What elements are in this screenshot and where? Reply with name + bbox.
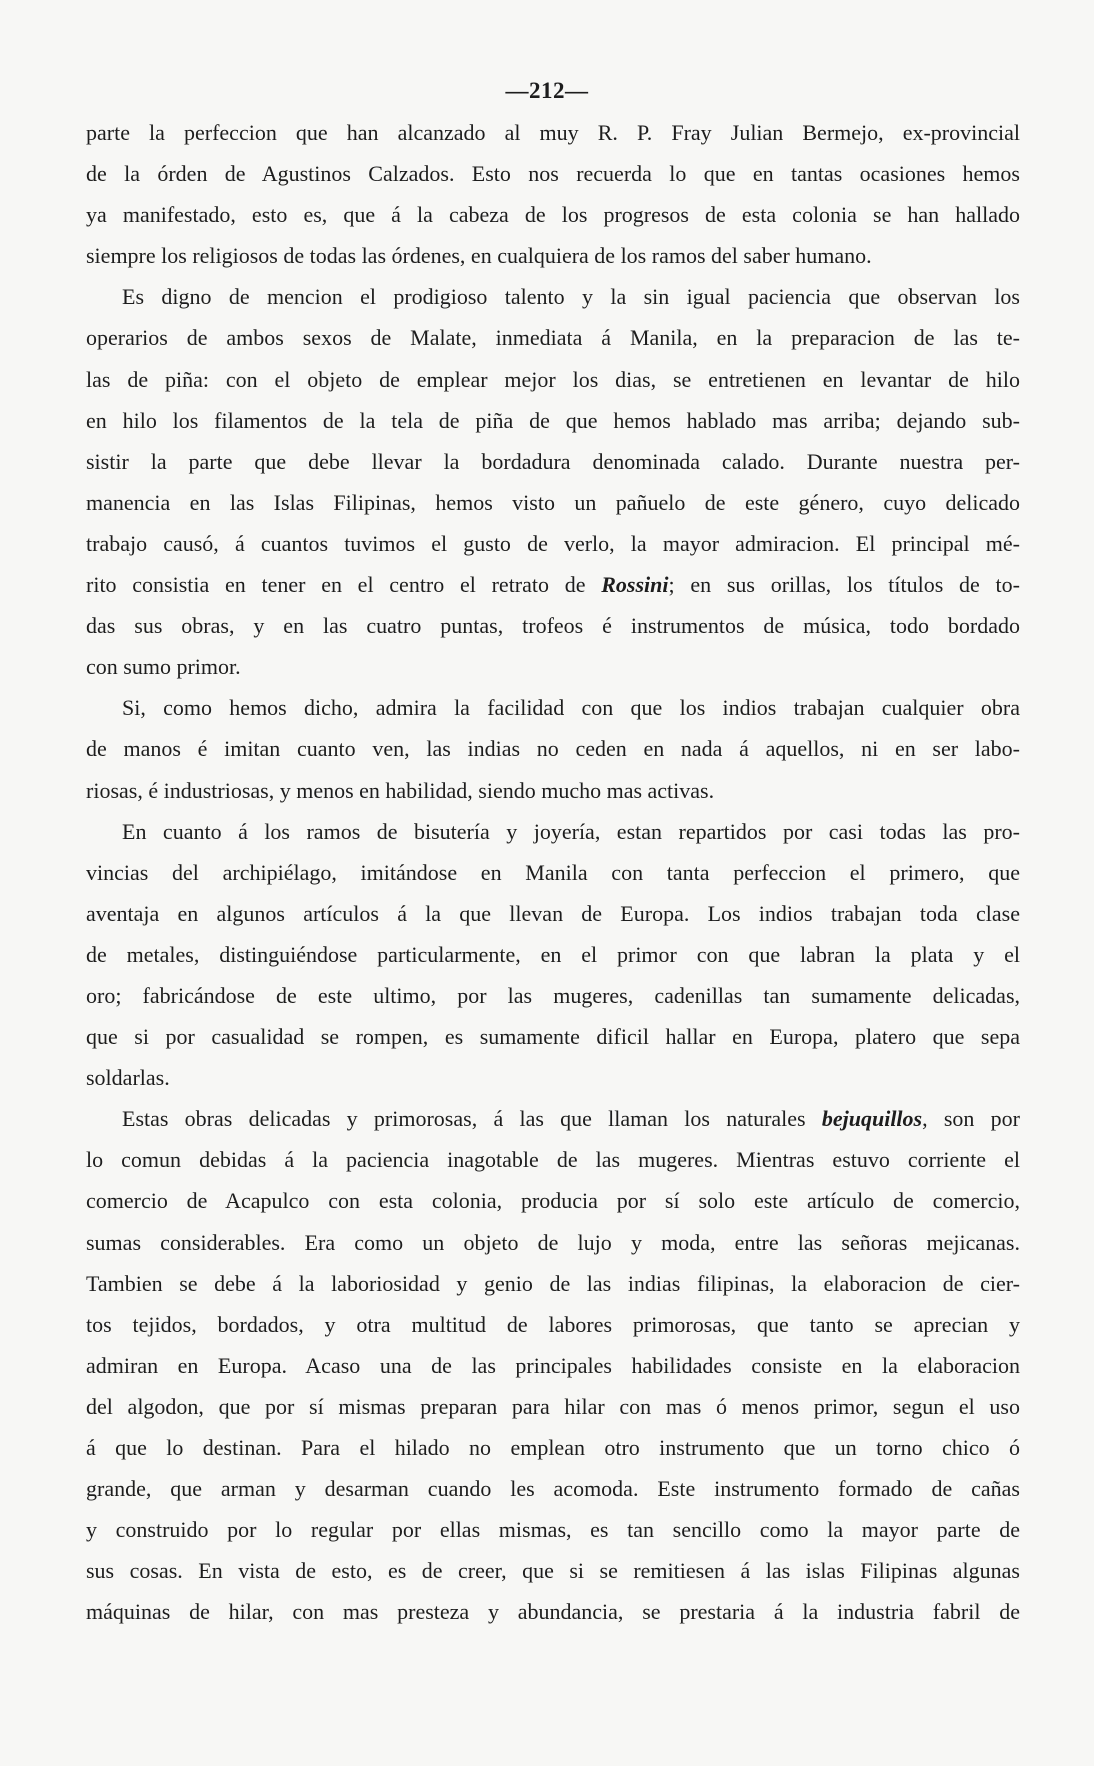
body-text bbox=[86, 112, 1020, 1632]
text-line: trabajo causó, á cuantos tuvimos el gusto de verlo, la mayor admiracion. El principal mé- bbox=[86, 530, 1020, 556]
text-line: sumas considerables. Era como un objeto de lujo y moda, entre las señoras mejicanas. bbox=[86, 1229, 1020, 1255]
text-line: parte la perfeccion que han alcanzado al muy R. P. Fray Julian Bermejo, ex-provincial bbox=[86, 120, 1020, 145]
text-line: á que lo destinan. Para el hilado no emplean otro instrumento que un torno chico ó bbox=[86, 1435, 1020, 1460]
text-line: Estas obras delicadas y primorosas, á las que llaman los naturales bejuquillos, son por bbox=[122, 1106, 1020, 1132]
text-line: soldarlas. bbox=[86, 1065, 170, 1091]
text-line: ya manifestado, esto es, que á la cabeza de los progresos de esta colonia se han hallado bbox=[86, 202, 1020, 228]
text-line: las de piña: con el objeto de emplear mejor los dias, se entretienen en levantar de hilo bbox=[86, 366, 1020, 392]
text-line: En cuanto á los ramos de bisutería y joyería, estan repartidos por casi todas las pro- bbox=[122, 818, 1020, 844]
text-line: oro; fabricándose de este ultimo, por las mugeres, cadenillas tan sumamente delicadas, bbox=[86, 982, 1020, 1008]
text-line: con sumo primor. bbox=[86, 654, 241, 680]
text-line: de manos é imitan cuanto ven, las indias no ceden en nada á aquellos, ni en ser labo- bbox=[86, 736, 1020, 762]
text-line: sus cosas. En vista de esto, es de creer, que si se remitiesen á las islas Filipinas algunas bbox=[86, 1558, 1020, 1584]
text-line: de la órden de Agustinos Calzados. Esto nos recuerda lo que en tantas ocasiones hemos bbox=[86, 161, 1020, 187]
text-line: das sus obras, y en las cuatro puntas, trofeos é instrumentos de música, todo bordado bbox=[86, 613, 1020, 639]
text-line: de metales, distinguiéndose particularmente, en el primor con que labran la plata y el bbox=[86, 941, 1020, 967]
text-line: riosas, é industriosas, y menos en habilidad, siendo mucho mas activas. bbox=[86, 777, 715, 803]
italic-term: bejuquillos bbox=[821, 1106, 923, 1132]
text-line: Si, como hemos dicho, admira la facilidad con que los indios trabajan cualquier obra bbox=[122, 695, 1020, 721]
text-line: del algodon, que por sí mismas preparan para hilar con mas ó menos primor, segun el uso bbox=[86, 1393, 1020, 1419]
text-line: siempre los religiosos de todas las órdenes, en cualquiera de los ramos del saber humano. bbox=[86, 243, 872, 269]
text-line: aventaja en algunos artículos á la que llevan de Europa. Los indios trabajan toda clase bbox=[86, 900, 1020, 926]
text-line: vincias del archipiélago, imitándose en Manila con tanta perfeccion el primero, que bbox=[86, 859, 1020, 885]
text-line: comercio de Acapulco con esta colonia, producia por sí solo este artículo de comercio, bbox=[86, 1188, 1020, 1214]
text-line: rito consistia en tener en el centro el retrato de Rossini; en sus orillas, los títulos de to- bbox=[86, 572, 1020, 598]
page-number: —212— bbox=[505, 78, 589, 103]
italic-term: Rossini bbox=[601, 572, 669, 598]
text-line: tos tejidos, bordados, y otra multitud de labores primorosas, que tanto se aprecian y bbox=[86, 1311, 1020, 1337]
text-line: que si por casualidad se rompen, es sumamente dificil hallar en Europa, platero que sepa bbox=[86, 1024, 1020, 1050]
text-line: máquinas de hilar, con mas presteza y abundancia, se prestaria á la industria fabril de bbox=[86, 1599, 1020, 1625]
text-line: Tambien se debe á la laboriosidad y genio de las indias filipinas, la elaboracion de cier- bbox=[86, 1270, 1020, 1296]
text-line: en hilo los filamentos de la tela de piña de que hemos hablado mas arriba; dejando sub- bbox=[86, 407, 1020, 433]
text-line: admiran en Europa. Acaso una de las principales habilidades consiste en la elaboracion bbox=[86, 1352, 1020, 1378]
text-line: lo comun debidas á la paciencia inagotable de las mugeres. Mientras estuvo corriente el bbox=[86, 1147, 1020, 1173]
text-line: operarios de ambos sexos de Malate, inmediata á Manila, en la preparacion de las te- bbox=[86, 325, 1020, 351]
text-line: Es digno de mencion el prodigioso talento y la sin igual paciencia que observan los bbox=[122, 284, 1020, 310]
text-line: grande, que arman y desarman cuando les acomoda. Este instrumento formado de cañas bbox=[86, 1476, 1020, 1502]
text-line: y construido por lo regular por ellas mismas, es tan sencillo como la mayor parte de bbox=[86, 1517, 1020, 1543]
text-line: sistir la parte que debe llevar la bordadura denominada calado. Durante nuestra per- bbox=[86, 448, 1020, 474]
text-line: manencia en las Islas Filipinas, hemos visto un pañuelo de este género, cuyo delicado bbox=[86, 489, 1020, 515]
